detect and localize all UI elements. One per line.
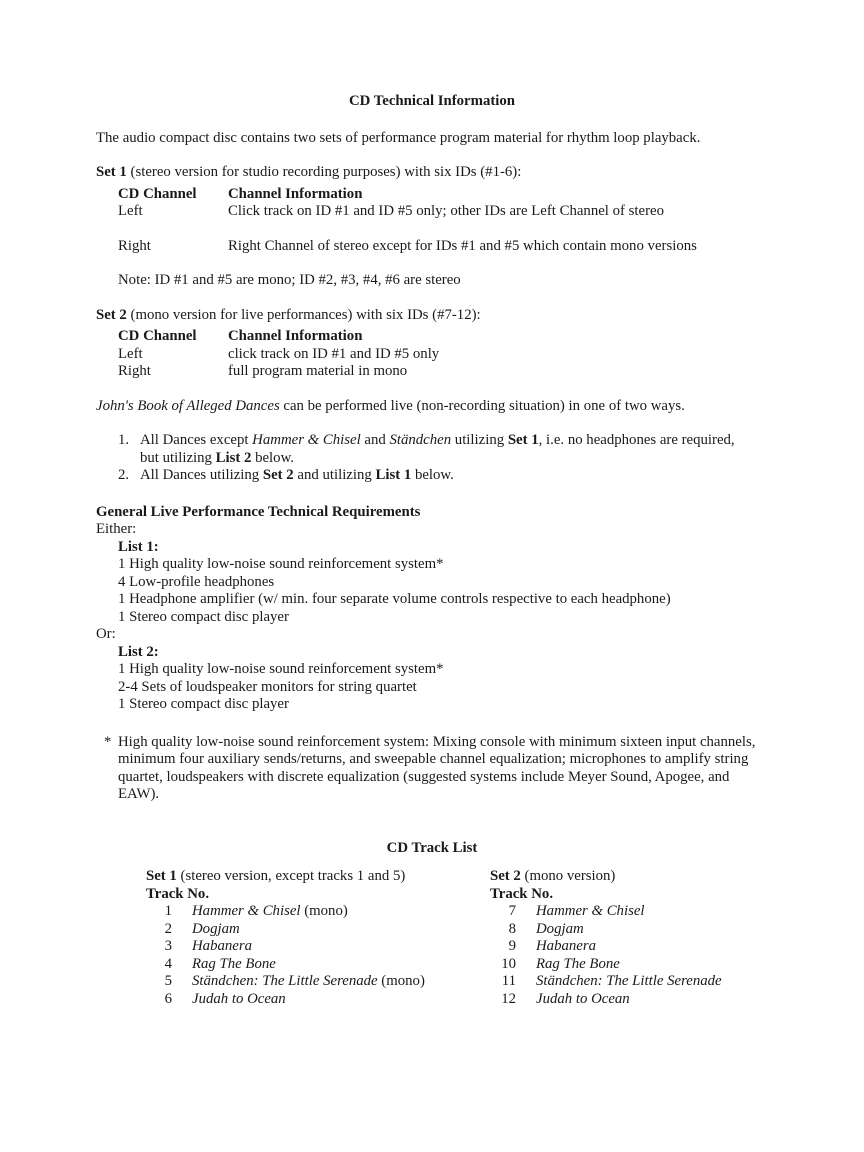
track-number: 9 [508,938,516,954]
intro-paragraph: The audio compact disc contains two sets of performance program material for rhythm loop playback. [96,129,701,146]
footnote-line: High quality low-noise sound reinforcement system: Mixing console with minimum sixteen input channels, [118,733,756,750]
list-item-line: but utilizing List 2 below. [140,449,294,466]
set2-heading: Set 2 (mono version for live performances) with six IDs (#7-12): [96,306,481,323]
equipment-item: 1 Stereo compact disc player [118,696,289,712]
track-row [146,921,490,939]
track-title: Ständchen: The Little Serenade [536,973,722,989]
set2-column-heading: Set 2 (mono version) [490,868,616,884]
channel-cell: Right [118,237,151,254]
equipment-item: 1 High quality low-noise sound reinforcement system* [118,556,444,572]
doc-title: CD Technical Information [348,93,516,109]
footnote-marker: * [104,733,112,750]
track-title: Hammer & Chisel (mono) [192,903,348,919]
set1-table-header [118,186,864,204]
track-row [146,956,490,974]
live-performance-paragraph: John's Book of Alleged Dances can be performed live (non-recording situation) in one of two ways. [96,397,685,414]
track-title: Ständchen: The Little Serenade (mono) [192,973,425,989]
set2-table-header [118,328,864,346]
footnote-line: minimum four auxiliary sends/returns, and sweepable channel equalization; microphones to amplify string [118,751,749,767]
track-number: 1 [164,903,172,919]
tracklist-set2-column [490,868,722,1008]
track-title: Dogjam [536,920,584,937]
track-title: Hammer & Chisel [536,903,645,919]
equipment-item: 1 Stereo compact disc player [118,608,289,625]
requirements-heading: General Live Performance Technical Requirements [96,503,421,520]
column-header-channel-information: Channel Information [228,185,363,202]
list-item [118,432,864,467]
list1-label: List 1: [118,538,159,555]
track-title: Habanera [536,938,597,954]
equipment-item: 2-4 Sets of loudspeaker monitors for string quartet [118,678,417,695]
list2-label: List 2: [118,643,159,660]
column-header-channel-information: Channel Information [228,328,363,344]
track-row [146,991,490,1009]
table-row [118,203,864,221]
track-title: Habanera [192,938,253,954]
track-number: 7 [508,903,516,919]
item-number: 2. [118,467,130,483]
footnote [104,733,864,804]
track-title: Judah to Ocean [536,990,630,1007]
track-row [146,938,490,956]
channel-cell: Left [118,345,143,362]
track-number: 8 [508,920,516,937]
track-number: 11 [501,973,516,989]
equipment-item: 4 Low-profile headphones [118,573,275,590]
track-number: 12 [501,990,516,1007]
tracklist-title: CD Track List [386,839,478,856]
track-row [490,921,722,939]
column-header-cd-channel: CD Channel [118,328,197,344]
track-row [490,938,722,956]
track-no-header: Track No. [146,885,210,902]
table-row [118,346,864,364]
info-cell: full program material in mono [228,363,408,379]
channel-cell: Left [118,203,143,219]
equipment-item: 1 Headphone amplifier (w/ min. four separate volume controls respective to each headphone) [118,591,671,607]
track-row [490,903,722,921]
track-number: 4 [164,955,172,972]
list-item [118,467,864,485]
track-no-header: Track No. [490,885,554,902]
track-title: Rag The Bone [536,955,620,972]
footnote-line: quartet, loudspeakers with discrete equalization (suggested systems include Meyer Sound, Apogee, and [118,768,730,785]
track-row [146,973,490,991]
track-title: Rag The Bone [192,955,276,972]
track-title: Judah to Ocean [192,990,286,1007]
set1-note: Note: ID #1 and #5 are mono; ID #2, #3, #4, #6 are stereo [118,272,461,288]
track-row [490,991,722,1009]
track-row [490,973,722,991]
track-number: 3 [164,938,172,954]
table-row [118,238,864,256]
equipment-item: 1 High quality low-noise sound reinforcement system* [118,661,444,677]
either-label: Either: [96,521,137,537]
channel-cell: Right [118,363,151,379]
tracklist-columns [146,868,864,1008]
track-row [490,956,722,974]
set1-column-heading: Set 1 (stereo version, except tracks 1 and 5) [146,868,406,884]
column-header-cd-channel: CD Channel [118,185,197,202]
track-title: Dogjam [192,920,240,937]
table-row [118,363,864,381]
info-cell: click track on ID #1 and ID #5 only [228,345,440,362]
track-number: 5 [164,973,172,989]
or-label: Or: [96,626,116,642]
info-cell: Click track on ID #1 and ID #5 only; other IDs are Left Channel of stereo [228,203,664,219]
list-item-line: All Dances utilizing Set 2 and utilizing List 1 below. [140,467,454,483]
track-row [146,903,490,921]
track-number: 2 [164,920,172,937]
set1-heading: Set 1 (stereo version for studio recording purposes) with six IDs (#1-6): [96,164,522,180]
track-number: 6 [164,990,172,1007]
item-number: 1. [118,432,130,448]
footnote-line: EAW). [118,786,160,802]
track-number: 10 [501,955,516,972]
tracklist-set1-column [146,868,490,1008]
info-cell: Right Channel of stereo except for IDs #1 and #5 which contain mono versions [228,237,697,254]
list-item-line: All Dances except Hammer & Chisel and Ständchen utilizing Set 1, i.e. no headphones are required, [140,432,735,448]
